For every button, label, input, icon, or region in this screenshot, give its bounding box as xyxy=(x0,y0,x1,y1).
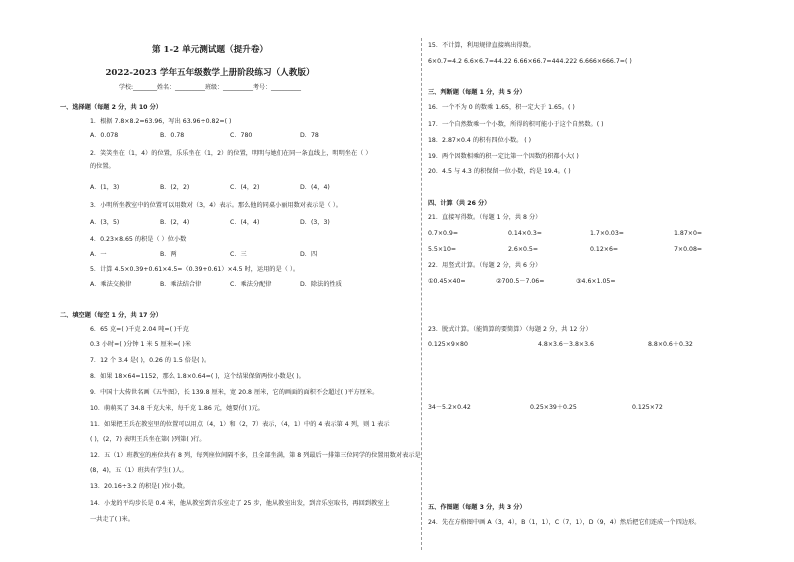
vertical-calc-item: ②700.5－7.06= xyxy=(496,278,545,285)
option-d: D．四 xyxy=(300,251,318,258)
oral-calc-item: 5.5×10= xyxy=(428,246,457,253)
option-b: B．0.78 xyxy=(160,132,185,139)
option-b: B．乘法结合律 xyxy=(160,281,202,288)
question-16: 16．一个不为 0 的数乘 1.65，积一定大于 1.65。( ) xyxy=(428,104,575,111)
question-24: 24．先在方格图中画 A（3，4），B（1，1），C（7，1），D（9，4）然后把它们连成一个四边形。 xyxy=(428,519,701,526)
section-judge-heading: 三、判断题（每题 1 分，共 5 分） xyxy=(428,89,526,96)
question-23: 23．脱式计算。（能简算的要简算）（每题 2 分，共 12 分） xyxy=(428,326,592,333)
question-12-line2: (8，4)，五（1）班共有学生( )人。 xyxy=(90,467,188,474)
oral-calc-item: 0.12×6= xyxy=(590,246,619,253)
oral-calc-item: 7×0.08= xyxy=(674,246,703,253)
option-a: A．0.078 xyxy=(90,132,119,139)
question-1: 1．根据 7.8×8.2=63.96，写出 63.96÷0.82=( ) xyxy=(90,118,232,125)
question-11-line1: 11．如果把王兵在教室里的位置可以用点（4，1）和（2，7）表示，（4，1）中的 4 表示第 4 列，则 1 表示 xyxy=(90,421,390,428)
question-8: 8．如果 18×64=1152，那么 1.8×0.64=( )，这个结果保留两位小数是( )。 xyxy=(90,373,305,380)
question-14-line2: 一共走了( )米。 xyxy=(90,516,134,523)
option-c: C．(4，2) xyxy=(230,184,260,191)
question-11-line2: ( )，(2，7) 表明王兵坐在第( )列第( )行。 xyxy=(90,436,206,443)
stepwise-calc-item: 8.8×0.6＋0.32 xyxy=(648,341,693,348)
option-b: B．(2，2) xyxy=(160,184,190,191)
oral-calc-item: 2.6×0.5= xyxy=(508,246,539,253)
oral-calc-item: 1.7×0.03= xyxy=(590,230,624,237)
option-b: B．两 xyxy=(160,251,177,258)
stepwise-calc-item: 0.125×72 xyxy=(632,404,663,411)
student-info-line: 学校:________姓名：__________班级：__________考号：__________ xyxy=(118,84,302,91)
oral-calc-item: 0.7×0.9= xyxy=(428,230,459,237)
option-c: C．三 xyxy=(230,251,247,258)
option-b: B．(2，4) xyxy=(160,219,190,226)
option-d: D．除法的性质 xyxy=(300,281,342,288)
option-c: C．780 xyxy=(230,132,253,139)
question-22: 22．用竖式计算。（每题 2 分，共 6 分） xyxy=(428,262,542,269)
question-13: 13．20.16÷3.2 的积是( )位小数。 xyxy=(90,483,189,490)
section-draw-heading: 五、作图题（每题 3 分，共 3 分） xyxy=(428,504,526,511)
option-d: D．(4，4) xyxy=(300,184,330,191)
oral-calc-item: 1.87×0= xyxy=(674,230,703,237)
section-fill-heading: 二、填空题（每空 1 分，共 17 分） xyxy=(60,312,162,319)
question-18: 18．2.87×0.4 的积有四位小数。 ( ) xyxy=(428,137,532,144)
question-4: 4．0.23×8.65 的积是（ ）位小数 xyxy=(90,236,187,243)
question-2-line1: 2．笑笑坐在（1，4）的位置，乐乐坐在（1，2）的位置，明明与她们在同一条直线上，明明坐在（ ） xyxy=(90,150,372,157)
question-14-line1: 14．小龙的平均步长是 0.4 米，他从教室到音乐室走了 25 步，他从教室出发，到音乐室取书，再回到教室上 xyxy=(90,500,390,507)
question-17: 17．一个自然数乘一个小数，所得的积可能小于这个自然数。( ) xyxy=(428,121,604,128)
option-c: C．乘法分配律 xyxy=(230,281,272,288)
question-20: 20．4.5 与 4.3 的积保留一位小数，约是 19.4。( ) xyxy=(428,168,571,175)
option-c: C．(4，4) xyxy=(230,219,260,226)
question-3: 3．小明所坐教室中的位置可以用数对（3，4）表示。那么他的同桌小丽用数对表示是（ ）。 xyxy=(90,202,342,209)
option-a: A．(1，3) xyxy=(90,184,120,191)
question-15-expression: 6×0.7=4.2 6.6×6.7=44.22 6.66×66.7=444.222 6.666×666.7=( ) xyxy=(428,58,632,65)
option-a: A．(3，5) xyxy=(90,219,120,226)
stepwise-calc-item: 34－5.2×0.42 xyxy=(428,404,471,411)
section-calc-heading: 四、计算（共 26 分） xyxy=(428,200,491,207)
section-choice-heading: 一、选择题（每题 2 分，共 10 分） xyxy=(60,104,162,111)
question-6-line1: 6．65 克=( )千克 2.04 吨=( )千克 xyxy=(90,326,189,333)
question-7: 7．12 个 3.4 是( )，0.26 的 1.5 倍是( )。 xyxy=(90,357,211,364)
question-2-line2: 的位置。 xyxy=(90,163,115,170)
stepwise-calc-item: 4.8×3.6－3.8×3.6 xyxy=(538,341,594,348)
question-10: 10．萌萌买了 34.8 千克大米，每千克 1.86 元，她要付( )元。 xyxy=(90,405,264,412)
question-9: 9．中国十大传世名画《五牛图》，长 139.8 厘米，宽 20.8 厘米，它的画面的面积不会超过( )平方厘米。 xyxy=(90,389,379,396)
question-19: 19．两个因数相乘的积一定比第一个因数的积都小大( ) xyxy=(428,153,579,160)
option-a: A．一 xyxy=(90,251,107,258)
column-divider xyxy=(421,38,422,550)
vertical-calc-item: ③4.6×1.05= xyxy=(576,278,616,285)
page-subtitle: 2022-2023 学年五年级数学上册阶段练习（人教版） xyxy=(105,68,315,78)
question-5: 5．计算 4.5×0.39+0.61×4.5=（0.39+0.61）×4.5 时，运用的是（ ）。 xyxy=(90,266,300,273)
right-column xyxy=(426,0,794,562)
vertical-calc-item: ①0.45×40= xyxy=(428,278,466,285)
option-a: A．乘法交换律 xyxy=(90,281,132,288)
option-d: D．(3，3) xyxy=(300,219,330,226)
question-12-line1: 12．五（1）班教室的座位共有 8 列，每列座位间隔不多，且全部坐满，第 8 列最后一排第三位同学的位置用数对表示是 xyxy=(90,452,421,459)
question-6-line2: 0.3 小时=( )分钟 1 米 5 厘米=( )米 xyxy=(90,341,192,348)
page-title: 第 1-2 单元测试题（提升卷） xyxy=(151,45,269,55)
oral-calc-item: 0.14×0.3= xyxy=(508,230,542,237)
question-15: 15．不计算，利用规律直接填出得数。 xyxy=(428,42,535,49)
stepwise-calc-item: 0.125×9×80 xyxy=(428,341,468,348)
option-d: D．78 xyxy=(300,132,319,139)
stepwise-calc-item: 0.25×39＋0.25 xyxy=(530,404,577,411)
question-21: 21．直接写得数。（每题 1 分，共 8 分） xyxy=(428,214,542,221)
